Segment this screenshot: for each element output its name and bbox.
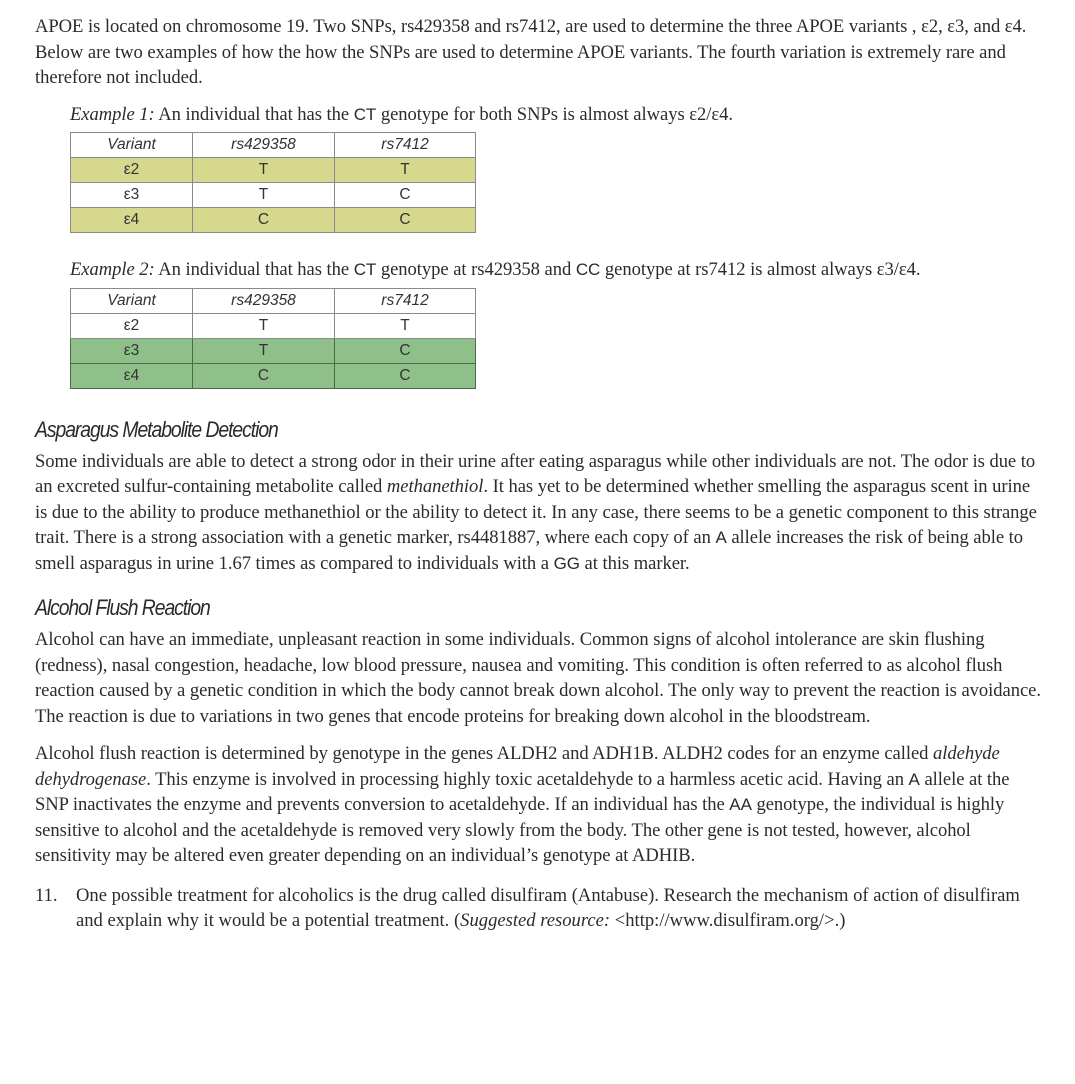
alcohol-text-1: Alcohol flush reaction is determined by genotype in the genes ALDH2 and ADH1B. ALDH2 codes for an enzyme called — [35, 743, 934, 764]
question-text — [76, 883, 1045, 934]
example-1-label: Example 1: — [70, 103, 155, 125]
alcohol-allele: A — [908, 769, 920, 789]
example-1-text: An individual that has the — [154, 103, 354, 125]
cell-rs7412: C — [335, 183, 476, 208]
suggested-resource-label: Suggested resource: — [460, 910, 611, 931]
cell-rs429358: T — [193, 158, 335, 183]
question-end: .) — [834, 910, 846, 931]
question-11 — [35, 883, 1045, 934]
alcohol-genotype: AA — [729, 795, 752, 814]
column-header-variant: Variant — [71, 288, 193, 313]
example-2-caption — [70, 257, 1045, 283]
cell-variant: ε3 — [71, 183, 193, 208]
asparagus-text-1: Some individuals are able to detect a strong odor in their urine after eating asparagus while other individuals are not. The odor is due to an excreted sulfur-containing metabolite called — [35, 450, 1036, 497]
cell-rs429358: C — [193, 363, 335, 388]
cell-rs7412: T — [335, 313, 476, 338]
asparagus-text-2: . It has yet to be determined whether smelling the asparagus scent in urine is due to the ability to produce methanethiol or the ability to detect it. In any case, there seems to be a genetic component to this strange trait. There is a strong association with a genetic marker, rs4481887, where each copy of an — [35, 476, 1037, 548]
asparagus-paragraph — [35, 449, 1045, 577]
table-header-row — [71, 288, 476, 313]
example-1-caption — [70, 102, 1045, 128]
example-2-table — [70, 288, 476, 389]
table-header-row — [71, 133, 476, 158]
asparagus-genotype: GG — [553, 553, 580, 573]
asparagus-text-3: allele increases the risk of being able to smell asparagus in urine 1.67 times as compared to individuals with a — [35, 527, 1024, 574]
cell-variant: ε4 — [71, 363, 193, 388]
cell-rs429358: T — [193, 183, 335, 208]
cell-rs7412: C — [335, 208, 476, 233]
example-1-table — [70, 132, 476, 233]
table-row — [71, 313, 476, 338]
question-body: One possible treatment for alcoholics is the drug called disulfiram (Antabuse). Research the mechanism of action of disulfiram and explain why it would be a potential treatment. ( — [76, 884, 1020, 931]
asparagus-heading: Asparagus Metabolite Detection — [35, 416, 278, 442]
example-1-genotype: CT — [353, 104, 377, 124]
column-header-rs429358: rs429358 — [193, 288, 335, 313]
cell-rs429358: T — [193, 338, 335, 363]
table-row — [71, 158, 476, 183]
apoe-intro-paragraph: APOE is located on chromosome 19. Two SNPs, rs429358 and rs7412, are used to determine the three APOE variants , ε2, ε3, and ε4. Below are two examples of how the how the SNPs are used to determine APOE variants. The fourth variation is extremely rare and therefore not included. — [35, 16, 1027, 88]
cell-rs429358: C — [193, 208, 335, 233]
cell-rs429358: T — [193, 313, 335, 338]
example-2-text-end: genotype at rs7412 is almost always ε3/ε4. — [600, 259, 921, 280]
column-header-variant: Variant — [71, 133, 193, 158]
cell-rs7412: C — [335, 363, 476, 388]
alcohol-text-2: . This enzyme is involved in processing highly toxic acetaldehyde to a harmless acetic acid. Having an — [146, 768, 909, 790]
example-1-text-end: genotype for both SNPs is almost always ε2/ε4. — [376, 103, 733, 125]
asparagus-section — [35, 415, 1045, 577]
cell-variant: ε2 — [71, 313, 193, 338]
cell-variant: ε2 — [71, 158, 193, 183]
column-header-rs429358: rs429358 — [193, 133, 335, 158]
asparagus-text-4: at this marker. — [579, 552, 690, 574]
alcohol-text-3: allele at the SNP inactivates the enzyme and prevents conversion to acetaldehyde. If an individual has the — [35, 768, 1010, 815]
table-row — [71, 183, 476, 208]
alcohol-text-4: genotype, the individual is highly sensitive to alcohol and the acetaldehyde is removed very slowly from the body. The other gene is not tested, however, alcohol sensitivity may be altered even greater depending on an individual’s genotype at ADHIB. — [35, 794, 1005, 866]
example-2-text-middle: genotype at rs429358 and — [376, 259, 576, 280]
example-2-genotype-2: CC — [575, 260, 601, 279]
cell-rs7412: T — [335, 158, 476, 183]
methanethiol-term: methanethiol — [386, 476, 484, 497]
resource-link[interactable]: <http://www.disulfiram.org/> — [610, 910, 835, 931]
table-row — [71, 208, 476, 233]
alcohol-section — [35, 593, 1045, 869]
column-header-rs7412: rs7412 — [335, 288, 476, 313]
aldehyde-dehydrogenase-term: aldehyde dehydrogenase — [35, 743, 1000, 790]
alcohol-heading: Alcohol Flush Reaction — [35, 595, 210, 620]
table-row — [71, 363, 476, 388]
table-row — [71, 338, 476, 363]
cell-variant: ε4 — [71, 208, 193, 233]
example-2-text: An individual that has the — [154, 259, 354, 280]
cell-rs7412: C — [335, 338, 476, 363]
question-number: 11. — [35, 884, 58, 906]
alcohol-paragraph-2 — [35, 741, 1045, 869]
column-header-rs7412: rs7412 — [335, 133, 476, 158]
asparagus-allele: A — [715, 528, 727, 547]
cell-variant: ε3 — [71, 338, 193, 363]
example-2-genotype-1: CT — [353, 260, 377, 279]
example-2-label: Example 2: — [70, 259, 155, 280]
alcohol-paragraph-1: Alcohol can have an immediate, unpleasant reaction in some individuals. Common signs of alcohol intolerance are skin flushing (redness), nasal congestion, headache, low blood pressure, nausea and vomiting. This condition is often referred to as alcohol flush reaction caused by a genetic condition in which the body cannot break down alcohol. The only way to prevent the reaction is avoidance. The reaction is due to variations in two genes that encode proteins for breaking down alcohol in the bloodstream. — [35, 629, 1041, 727]
